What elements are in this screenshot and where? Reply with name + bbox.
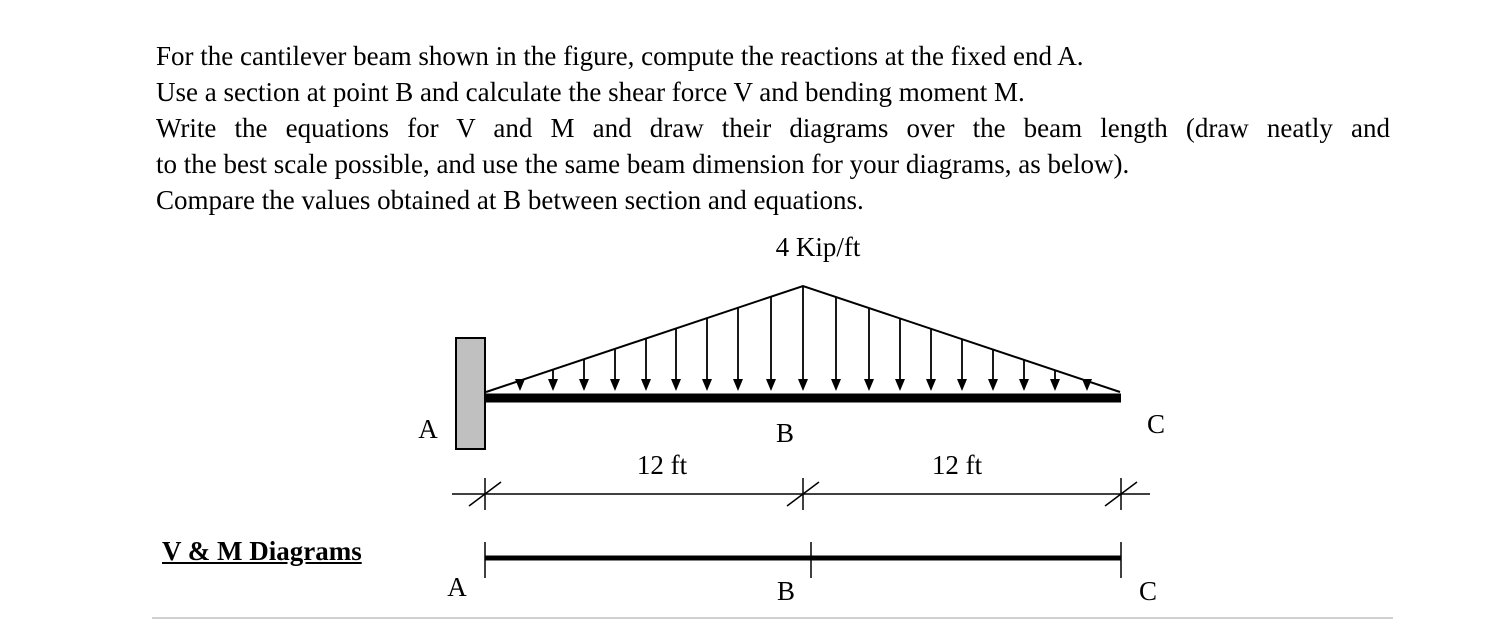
load-arrow-head: [766, 379, 776, 391]
load-arrow-head: [1082, 379, 1092, 391]
load-arrow-head: [831, 379, 841, 391]
dimension-ab-label: 12 ft: [636, 450, 688, 480]
load-arrow-head: [1019, 379, 1029, 391]
label-point-c: C: [1146, 409, 1166, 439]
problem-line-5: Compare the values obtained at B between section and equations.: [156, 185, 864, 215]
diagram-label-c: C: [1138, 576, 1158, 606]
load-arrow-head: [579, 379, 589, 391]
load-arrow-head: [733, 379, 743, 391]
load-arrow-head: [641, 379, 651, 391]
fixed-support: [456, 338, 485, 449]
load-arrow-head: [798, 379, 808, 391]
load-arrow-head: [548, 379, 558, 391]
load-arrow-head: [610, 379, 620, 391]
load-arrow-head: [1050, 379, 1060, 391]
label-point-b: B: [775, 418, 795, 448]
diagram-label-a: A: [447, 572, 467, 602]
problem-line-3: Write the equations for V and M and draw their diagrams over the beam length (draw neatly and: [156, 113, 1390, 143]
load-arrow-head: [864, 379, 874, 391]
load-arrow-head: [671, 379, 681, 391]
problem-line-4: to the best scale possible, and use the same beam dimension for your diagrams, as below).: [156, 149, 1130, 179]
label-point-a: A: [418, 414, 438, 444]
load-label: 4 Kip/ft: [775, 232, 861, 262]
load-arrows: [515, 286, 1092, 391]
load-arrow-head: [895, 379, 905, 391]
load-arrow-head: [957, 379, 967, 391]
problem-line-2: Use a section at point B and calculate the shear force V and bending moment M.: [156, 77, 1025, 107]
problem-line-1: For the cantilever beam shown in the figure, compute the reactions at the fixed end A.: [156, 41, 1084, 71]
load-arrow-head: [926, 379, 936, 391]
vm-diagrams-heading: V & M Diagrams: [162, 536, 362, 566]
diagram-label-b: B: [776, 576, 796, 606]
dimension-bc-label: 12 ft: [931, 450, 983, 480]
load-arrow-head: [702, 379, 712, 391]
load-arrow-head: [988, 379, 998, 391]
load-arrow-head: [515, 379, 525, 391]
